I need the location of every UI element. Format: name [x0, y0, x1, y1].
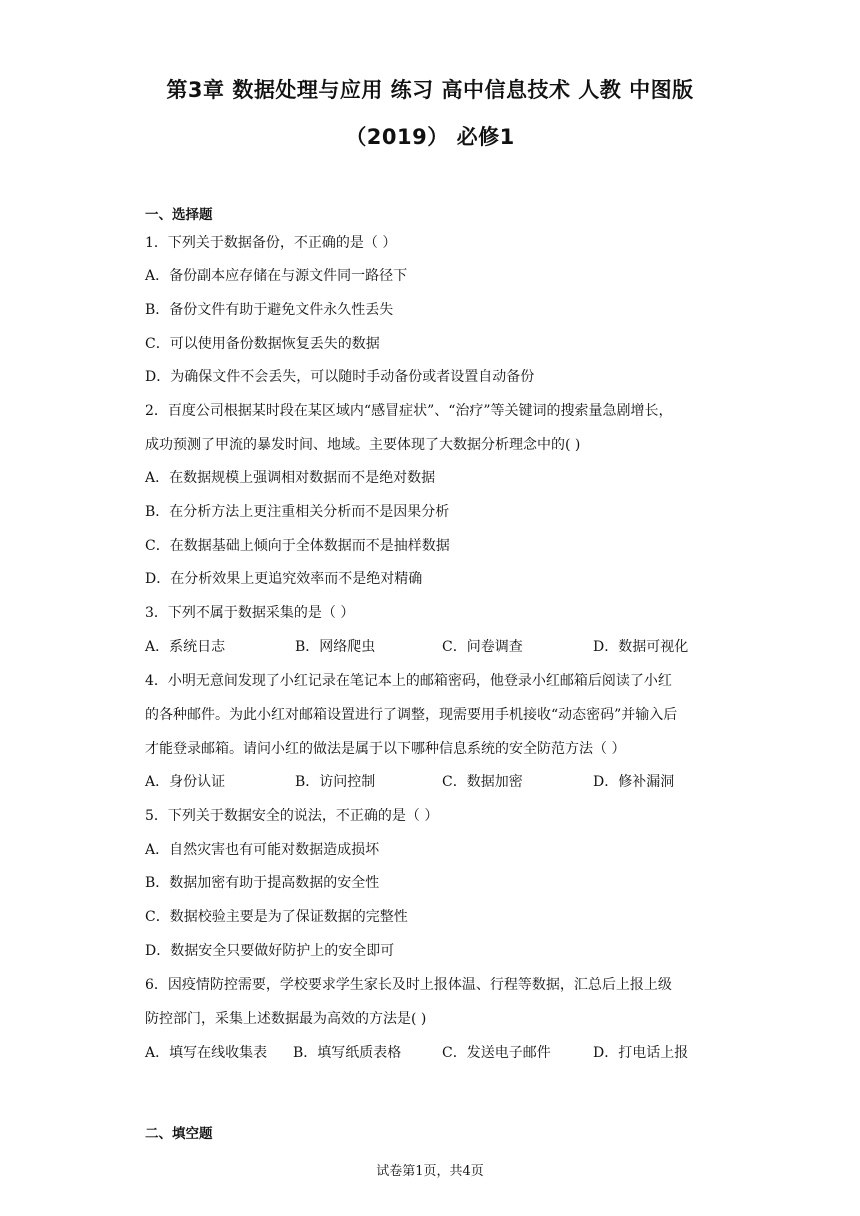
page-footer: 试卷第1页，共4页 — [376, 1164, 484, 1179]
question-1-stem: 1．下列关于数据备份，不正确的是（ ） — [145, 235, 397, 251]
question-3-stem: 3．下列不属于数据采集的是（ ） — [145, 605, 355, 621]
question-3-option-b: B．网络爬虫 — [295, 639, 376, 655]
question-4-stem-line1: 4．小明无意间发现了小红记录在笔记本上的邮箱密码，他登录小红邮箱后阅读了小红 — [145, 673, 672, 689]
question-2-option-a: A．在数据规模上强调相对数据而不是绝对数据 — [145, 470, 436, 486]
document-subtitle: （2019） 必修1 — [345, 125, 515, 149]
question-2-stem-line2: 成功预测了甲流的暴发时间、地域。主要体现了大数据分析理念中的( ) — [145, 437, 581, 453]
question-1-option-c: C．可以使用备份数据恢复丢失的数据 — [145, 336, 380, 352]
question-4-stem-line2: 的各种邮件。为此小红对邮箱设置进行了调整，现需要用手机接收“动态密码”并输入后 — [145, 707, 678, 723]
section-heading-choice: 一、选择题 — [145, 207, 213, 223]
question-1-option-d: D．为确保文件不会丢失，可以随时手动备份或者设置自动备份 — [145, 369, 535, 385]
question-6-stem-line2: 防控部门，采集上述数据最为高效的方法是( ) — [145, 1011, 427, 1027]
question-5-stem: 5．下列关于数据安全的说法，不正确的是（ ） — [145, 808, 439, 824]
question-6-option-a: A．填写在线收集表 — [145, 1045, 268, 1061]
question-2-option-c: C．在数据基础上倾向于全体数据而不是抽样数据 — [145, 538, 450, 554]
question-6-stem-line1: 6．因疫情防控需要，学校要求学生家长及时上报体温、行程等数据，汇总后上报上级 — [145, 977, 672, 993]
question-4-stem-line3: 才能登录邮箱。请问小红的做法是属于以下哪种信息系统的安全防范方法（ ） — [145, 741, 626, 757]
question-4-option-d: D．修补漏洞 — [593, 774, 675, 790]
question-3-option-a: A．系统日志 — [145, 639, 226, 655]
question-1-option-b: B．备份文件有助于避免文件永久性丢失 — [145, 302, 394, 318]
question-5-option-b: B．数据加密有助于提高数据的安全性 — [145, 875, 380, 891]
question-3-option-c: C．问卷调查 — [442, 639, 523, 655]
question-4-option-a: A．身份认证 — [145, 774, 226, 790]
question-1-option-a: A．备份副本应存储在与源文件同一路径下 — [145, 268, 408, 284]
question-5-option-a: A．自然灾害也有可能对数据造成损坏 — [145, 842, 380, 858]
question-2-option-d: D．在分析效果上更追究效率而不是绝对精确 — [145, 571, 423, 587]
question-4-option-c: C．数据加密 — [442, 774, 523, 790]
question-4-option-b: B．访问控制 — [295, 774, 376, 790]
question-5-option-d: D．数据安全只要做好防护上的安全即可 — [145, 943, 395, 959]
question-3-option-d: D．数据可视化 — [593, 639, 689, 655]
document-title: 第3章 数据处理与应用 练习 高中信息技术 人教 中图版 — [166, 78, 694, 102]
question-6-option-d: D．打电话上报 — [593, 1045, 689, 1061]
question-5-option-c: C．数据校验主要是为了保证数据的完整性 — [145, 909, 408, 925]
section-heading-fill-in: 二、填空题 — [145, 1126, 213, 1142]
question-2-stem-line1: 2．百度公司根据某时段在某区域内“感冒症状”、“治疗”等关键词的搜索量急剧增长， — [145, 403, 673, 419]
question-2-option-b: B．在分析方法上更注重相关分析而不是因果分析 — [145, 504, 450, 520]
question-6-option-c: C．发送电子邮件 — [442, 1045, 551, 1061]
question-6-option-b: B．填写纸质表格 — [293, 1045, 402, 1061]
